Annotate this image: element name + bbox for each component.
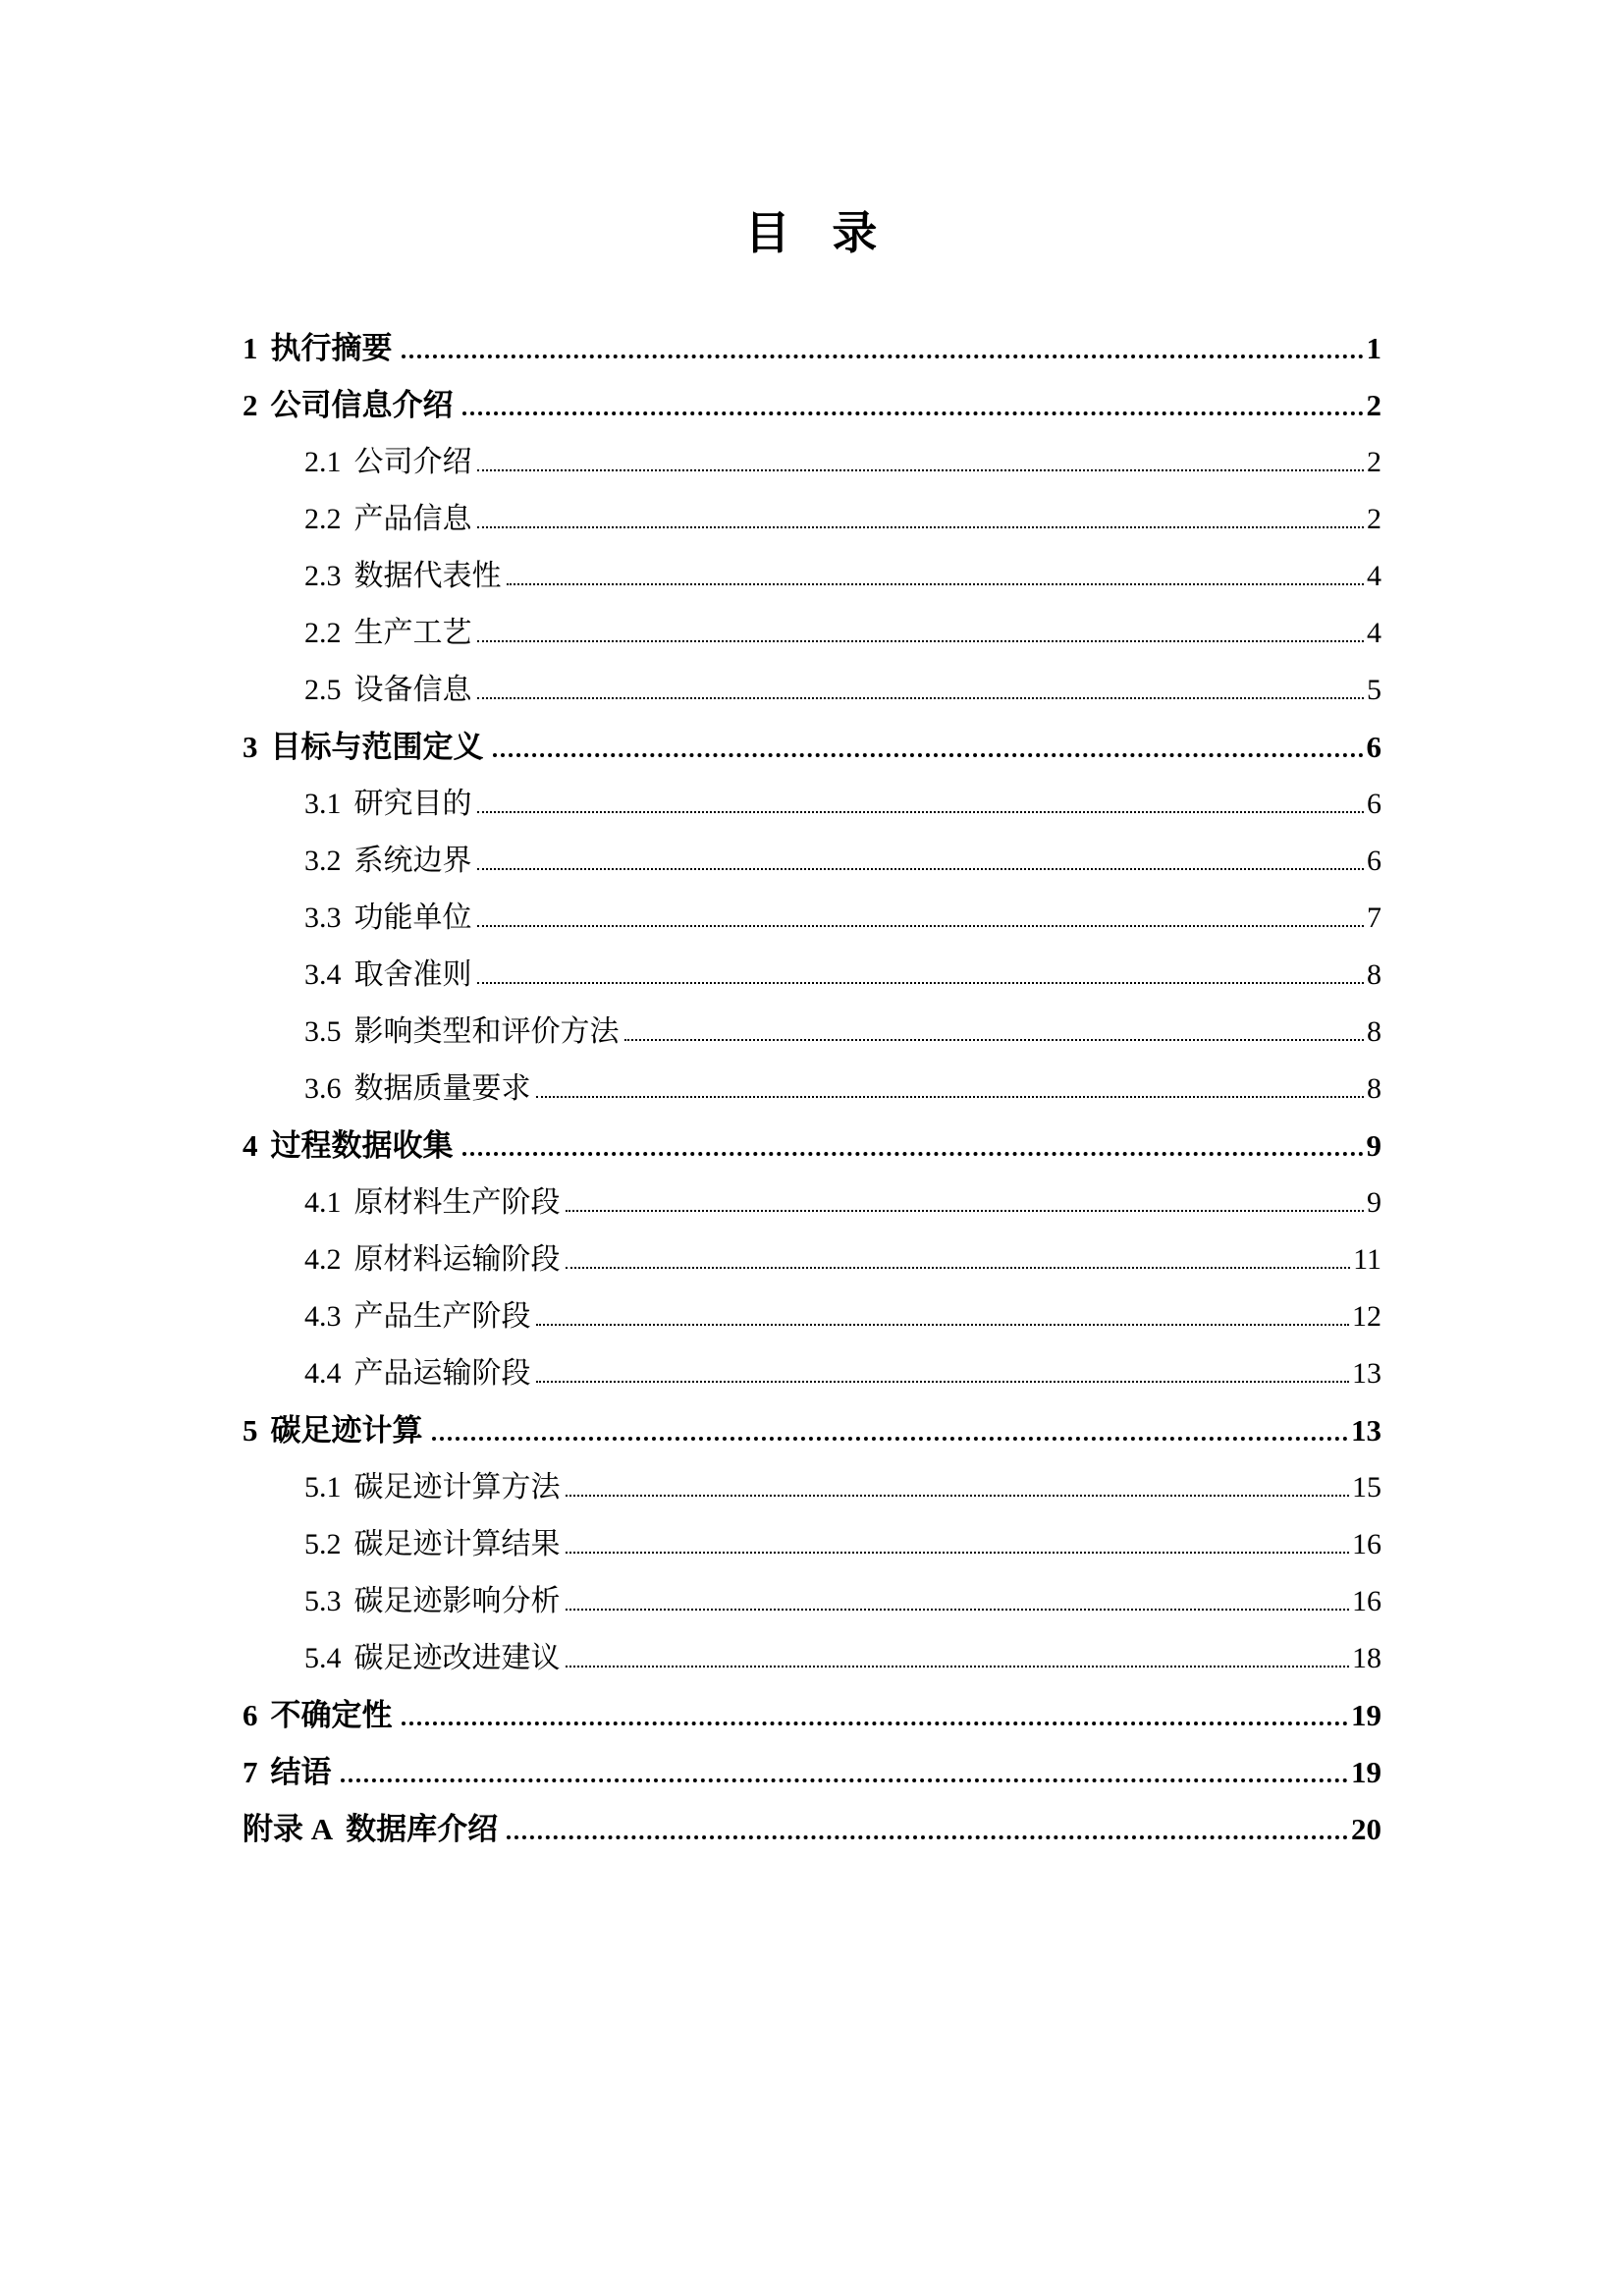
toc-entry-title: 过程数据收集 (270, 1128, 454, 1163)
toc-entry-page: 19 (1351, 1755, 1381, 1789)
toc-entry-title: 不确定性 (270, 1698, 393, 1732)
toc-entry-page: 19 (1351, 1698, 1381, 1732)
toc-entry-title: 系统边界 (353, 845, 472, 877)
toc-entry-page: 12 (1352, 1300, 1381, 1333)
dot-leader (477, 697, 1365, 699)
toc-entry-number: 5 (243, 1413, 258, 1448)
toc-entry[interactable] (243, 605, 1381, 662)
toc-entry-title: 目标与范围定义 (270, 730, 484, 764)
toc-entry-title: 研究目的 (353, 788, 472, 820)
toc-entry-number: 3.4 (304, 958, 342, 991)
toc-entry[interactable] (243, 1061, 1381, 1118)
dot-leader (536, 1096, 1365, 1098)
toc-entry-title: 结语 (270, 1755, 332, 1789)
toc-entry-number: 2.1 (304, 446, 342, 478)
toc-entry-title: 执行摘要 (270, 331, 393, 365)
toc-entry[interactable] (243, 1687, 1381, 1744)
toc-entry-title: 数据代表性 (353, 560, 502, 592)
toc-entry[interactable] (243, 491, 1381, 548)
toc-entry-title: 数据库介绍 (346, 1812, 499, 1846)
dot-leader (536, 1381, 1350, 1383)
toc-entry-page: 6 (1367, 845, 1381, 877)
toc-entry-number: 4.4 (304, 1357, 342, 1390)
toc-entry[interactable] (243, 1175, 1381, 1231)
toc-entry[interactable] (243, 1630, 1381, 1687)
toc-entry-number: 3.3 (304, 902, 342, 934)
toc-entry-title: 原材料生产阶段 (353, 1186, 561, 1219)
dot-leader (477, 982, 1365, 984)
dot-leader (566, 1495, 1350, 1497)
toc-entry[interactable] (243, 1345, 1381, 1402)
dot-leader (507, 583, 1365, 585)
dot-leader (624, 1039, 1365, 1041)
toc-entry-title: 产品生产阶段 (353, 1300, 531, 1333)
dot-leader (566, 1609, 1350, 1611)
toc-entry-number: 1 (243, 331, 258, 365)
toc-entry-number: 4.3 (304, 1300, 342, 1333)
toc-entry-number: 3.1 (304, 788, 342, 820)
toc-entry[interactable] (243, 833, 1381, 890)
toc-entry-title: 碳足迹计算方法 (353, 1471, 561, 1503)
toc-entry-number: 4.2 (304, 1243, 342, 1276)
toc-entry-title: 设备信息 (353, 674, 472, 706)
toc-entry-title: 功能单位 (353, 902, 472, 934)
toc-entry-page: 4 (1367, 617, 1381, 649)
toc-entry-number: 5.4 (304, 1642, 342, 1674)
dot-leader (566, 1552, 1350, 1554)
toc-entry-title: 公司信息介绍 (270, 388, 454, 422)
dot-leader (402, 355, 1364, 358)
toc-entry-page: 15 (1352, 1471, 1381, 1503)
toc-entry[interactable] (243, 377, 1381, 434)
toc-entry[interactable] (243, 548, 1381, 605)
toc-entry-number: 附录 A (243, 1812, 334, 1846)
dot-leader (462, 1152, 1364, 1156)
toc-entry-page: 5 (1367, 674, 1381, 706)
toc-entry-page: 16 (1352, 1528, 1381, 1560)
toc-entry-page: 7 (1367, 902, 1381, 934)
toc-entry[interactable] (243, 1402, 1381, 1459)
toc-entry-number: 7 (243, 1755, 258, 1789)
toc-entry-number: 6 (243, 1698, 258, 1732)
toc-entry[interactable] (243, 320, 1381, 377)
toc-entry-title: 数据质量要求 (353, 1072, 531, 1105)
toc-entry[interactable] (243, 1288, 1381, 1345)
toc-entry-title: 碳足迹计算结果 (353, 1528, 561, 1560)
toc-entry-page: 16 (1352, 1585, 1381, 1617)
toc-entry-page: 8 (1367, 1072, 1381, 1105)
toc-list (243, 320, 1381, 1858)
dot-leader (477, 925, 1365, 927)
toc-entry-title: 原材料运输阶段 (353, 1243, 561, 1276)
dot-leader (566, 1267, 1351, 1269)
toc-entry-page: 8 (1367, 1015, 1381, 1048)
toc-entry-title: 碳足迹计算 (270, 1413, 423, 1448)
toc-entry-page: 6 (1366, 730, 1381, 764)
toc-entry-number: 2.5 (304, 674, 342, 706)
toc-entry-title: 取舍准则 (353, 958, 472, 991)
toc-entry-page: 1 (1366, 331, 1381, 365)
toc-entry-title: 碳足迹改进建议 (353, 1642, 561, 1674)
dot-leader (477, 640, 1365, 642)
toc-entry[interactable] (243, 719, 1381, 776)
dot-leader (507, 1835, 1348, 1839)
toc-entry-number: 5.1 (304, 1471, 342, 1503)
toc-entry[interactable] (243, 1459, 1381, 1516)
toc-entry-page: 13 (1352, 1357, 1381, 1390)
toc-entry-title: 生产工艺 (353, 617, 472, 649)
dot-leader (477, 811, 1365, 813)
dot-leader (493, 753, 1364, 757)
toc-entry-number: 3.6 (304, 1072, 342, 1105)
toc-entry-number: 2 (243, 388, 258, 422)
dot-leader (462, 411, 1364, 415)
toc-entry-page: 9 (1366, 1128, 1381, 1163)
toc-entry-number: 4 (243, 1128, 258, 1163)
dot-leader (477, 469, 1365, 471)
toc-entry-number: 2.3 (304, 560, 342, 592)
toc-entry-number: 4.1 (304, 1186, 342, 1219)
dot-leader (566, 1210, 1365, 1212)
dot-leader (566, 1666, 1350, 1667)
toc-entry-number: 2.2 (304, 503, 342, 535)
toc-entry-title: 影响类型和评价方法 (353, 1015, 620, 1048)
toc-entry-number: 5.2 (304, 1528, 342, 1560)
toc-entry-title: 碳足迹影响分析 (353, 1585, 561, 1617)
toc-entry-page: 2 (1366, 388, 1381, 422)
toc-entry[interactable] (243, 1573, 1381, 1630)
toc-entry-number: 2.2 (304, 617, 342, 649)
toc-entry[interactable] (243, 890, 1381, 947)
toc-entry[interactable] (243, 1744, 1381, 1801)
toc-entry-page: 2 (1367, 503, 1381, 535)
toc-entry[interactable] (243, 1231, 1381, 1288)
toc-entry-number: 3 (243, 730, 258, 764)
toc-entry-page: 8 (1367, 958, 1381, 991)
toc-entry-title: 产品信息 (353, 503, 472, 535)
toc-entry-page: 18 (1352, 1642, 1381, 1674)
toc-entry-page: 13 (1351, 1413, 1381, 1448)
dot-leader (402, 1722, 1349, 1725)
toc-entry-page: 11 (1353, 1243, 1381, 1276)
dot-leader (477, 868, 1365, 870)
toc-entry-number: 5.3 (304, 1585, 342, 1617)
toc-entry-number: 3.5 (304, 1015, 342, 1048)
page-title: 目 录 (744, 207, 880, 258)
dot-leader (341, 1778, 1349, 1782)
dot-leader (536, 1324, 1350, 1326)
toc-entry[interactable] (243, 776, 1381, 833)
toc-entry-page: 20 (1351, 1812, 1381, 1846)
toc-entry[interactable] (243, 1801, 1381, 1858)
toc-entry-page: 6 (1367, 788, 1381, 820)
toc-entry[interactable] (243, 662, 1381, 719)
toc-entry[interactable] (243, 1118, 1381, 1175)
toc-entry[interactable] (243, 1516, 1381, 1573)
dot-leader (432, 1437, 1349, 1441)
toc-entry[interactable] (243, 1004, 1381, 1061)
toc-entry[interactable] (243, 434, 1381, 491)
toc-entry-page: 2 (1367, 446, 1381, 478)
toc-entry-title: 产品运输阶段 (353, 1357, 531, 1390)
toc-entry-number: 3.2 (304, 845, 342, 877)
toc-entry-page: 4 (1367, 560, 1381, 592)
dot-leader (477, 526, 1365, 528)
toc-entry[interactable] (243, 947, 1381, 1004)
toc-entry-page: 9 (1367, 1186, 1381, 1219)
toc-entry-title: 公司介绍 (353, 446, 472, 478)
